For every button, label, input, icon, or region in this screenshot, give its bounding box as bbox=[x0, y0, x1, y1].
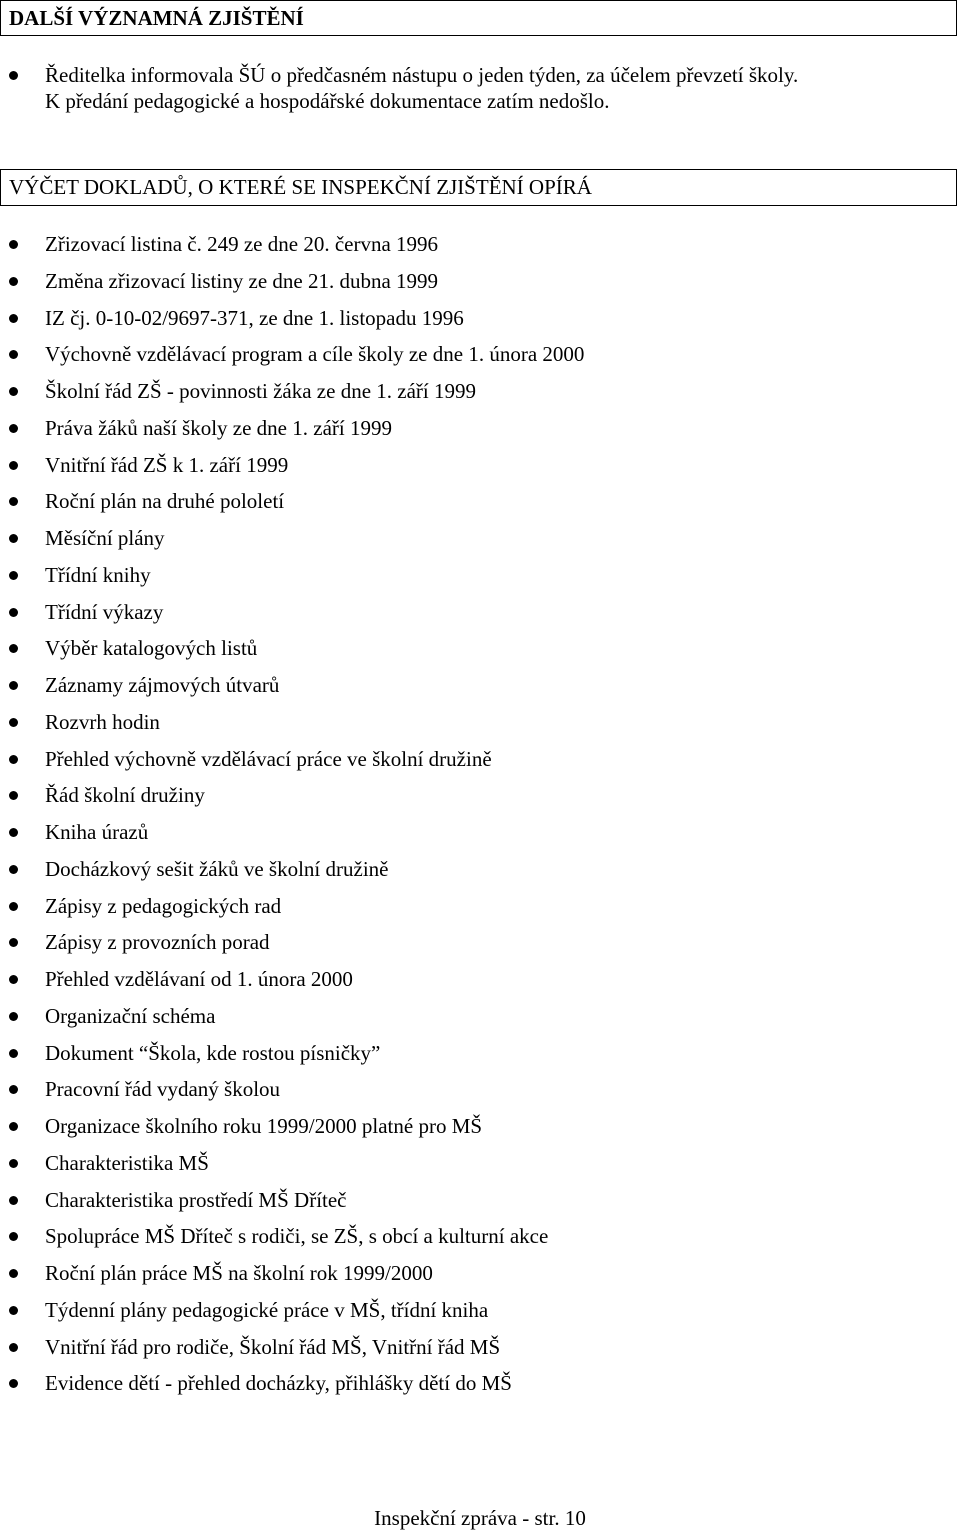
bullet-icon bbox=[9, 1122, 18, 1131]
list-item-text: Měsíční plány bbox=[45, 526, 165, 550]
bullet-icon bbox=[9, 608, 18, 617]
list-item-text: Kniha úrazů bbox=[45, 820, 149, 844]
bullet-icon bbox=[9, 534, 18, 543]
list-item bbox=[0, 562, 584, 602]
bullet-icon bbox=[9, 828, 18, 837]
bullet-icon bbox=[9, 718, 18, 727]
list-item-text: Roční plán práce MŠ na školní rok 1999/2000 bbox=[45, 1261, 433, 1285]
list-item-text: Přehled výchovně vzdělávací práce ve školní družině bbox=[45, 746, 492, 771]
bullet-icon bbox=[9, 387, 18, 396]
list-item-text: Evidence dětí - přehled docházky, přihlášky dětí do MŠ bbox=[45, 1371, 512, 1396]
list-item-text: Třídní výkazy bbox=[45, 599, 164, 624]
list-item-text: Organizační schéma bbox=[45, 1003, 216, 1028]
bullet-icon bbox=[9, 975, 18, 984]
bullet-icon bbox=[9, 1012, 18, 1021]
bullet-icon bbox=[9, 1159, 18, 1168]
bullet-icon bbox=[9, 755, 18, 764]
list-item bbox=[0, 344, 584, 381]
list-item bbox=[0, 638, 584, 675]
list-item bbox=[0, 1334, 584, 1374]
bullet-icon bbox=[9, 1379, 18, 1388]
list-item-text: Organizace školního roku 1999/2000 platné pro MŠ bbox=[45, 1114, 483, 1138]
bullet-icon bbox=[9, 902, 18, 911]
list-item bbox=[0, 415, 584, 455]
section-heading-documents bbox=[0, 169, 957, 206]
documents-list bbox=[0, 234, 584, 1410]
findings-list bbox=[0, 65, 798, 117]
list-item bbox=[0, 932, 584, 969]
list-item-text: Přehled vzdělávaní od 1. února 2000 bbox=[45, 967, 353, 991]
list-item bbox=[0, 305, 584, 345]
list-item-text: Zřizovací listina č. 249 ze dne 20. června 1996 bbox=[45, 232, 439, 256]
list-item-text: Roční plán na druhé pololetí bbox=[45, 489, 285, 514]
bullet-icon bbox=[9, 1085, 18, 1094]
bullet-icon bbox=[9, 424, 18, 433]
list-item bbox=[0, 1116, 584, 1153]
list-item-text: K předání pedagogické a hospodářské dokumentace zatím nedošlo. bbox=[45, 89, 610, 113]
bullet-icon bbox=[9, 1196, 18, 1205]
page-footer bbox=[0, 1508, 960, 1529]
list-item-text: Záznamy zájmových útvarů bbox=[45, 673, 280, 697]
list-item-text: Dokument “Škola, kde rostou písničky” bbox=[45, 1040, 381, 1065]
list-item-text: Výběr katalogových listů bbox=[45, 636, 258, 661]
list-item-text: Školní řád ZŠ - povinnosti žáka ze dne 1. září 1999 bbox=[45, 379, 476, 403]
bullet-icon bbox=[9, 644, 18, 653]
bullet-icon bbox=[9, 1049, 18, 1058]
bullet-icon bbox=[9, 1306, 18, 1315]
bullet-icon bbox=[9, 571, 18, 580]
list-item bbox=[0, 1150, 584, 1190]
bullet-icon bbox=[9, 277, 18, 286]
list-item bbox=[0, 1297, 584, 1337]
bullet-icon bbox=[9, 461, 18, 470]
bullet-icon bbox=[9, 314, 18, 323]
list-item-text: Zápisy z pedagogických rad bbox=[45, 893, 282, 918]
list-item bbox=[0, 969, 584, 1006]
list-item bbox=[0, 822, 584, 859]
page-number-text: Inspekční zpráva - str. 10 bbox=[374, 1506, 586, 1530]
list-item-text: IZ čj. 0-10-02/9697-371, ze dne 1. listopadu 1996 bbox=[45, 305, 464, 330]
bullet-icon bbox=[9, 497, 18, 506]
list-item bbox=[0, 785, 584, 822]
list-item bbox=[0, 381, 584, 418]
bullet-icon bbox=[9, 350, 18, 359]
list-item-text: Vnitřní řád ZŠ k 1. září 1999 bbox=[45, 452, 289, 477]
list-item bbox=[0, 491, 584, 528]
bullet-icon bbox=[9, 71, 18, 80]
bullet-icon bbox=[9, 1232, 18, 1241]
list-item bbox=[0, 65, 798, 91]
list-item bbox=[0, 1226, 584, 1263]
list-item-text: Změna zřizovací listiny ze dne 21. dubna 1999 bbox=[45, 268, 439, 293]
list-item bbox=[0, 1263, 584, 1300]
list-item bbox=[0, 599, 584, 639]
bullet-icon bbox=[9, 1269, 18, 1278]
section-heading-text: DALŠÍ VÝZNAMNÁ ZJIŠTĚNÍ bbox=[9, 5, 304, 30]
list-item-text: Vnitřní řád pro rodiče, Školní řád MŠ, Vnitřní řád MŠ bbox=[45, 1334, 501, 1359]
list-item bbox=[0, 1003, 584, 1043]
section-heading-text: VÝČET DOKLADŮ, O KTERÉ SE INSPEKČNÍ ZJIŠTĚNÍ OPÍRÁ bbox=[9, 175, 592, 199]
bullet-icon bbox=[9, 938, 18, 947]
list-item bbox=[0, 1373, 584, 1410]
bullet-icon bbox=[9, 240, 18, 249]
bullet-icon bbox=[9, 791, 18, 800]
list-item bbox=[0, 709, 584, 749]
list-item bbox=[0, 893, 584, 933]
bullet-icon bbox=[9, 865, 18, 874]
list-item bbox=[0, 675, 584, 712]
list-item-text: Rozvrh hodin bbox=[45, 709, 160, 734]
list-item bbox=[0, 452, 584, 492]
bullet-icon bbox=[9, 681, 18, 690]
list-item-text: Práva žáků naší školy ze dne 1. září 1999 bbox=[45, 415, 392, 440]
list-item-text: Charakteristika MŠ bbox=[45, 1150, 209, 1175]
bullet-icon bbox=[9, 1343, 18, 1352]
list-item-text: Ředitelka informovala ŠÚ o předčasném nástupu o jeden týden, za účelem převzetí školy. bbox=[45, 63, 799, 87]
list-item-text: Řád školní družiny bbox=[45, 783, 205, 808]
list-item-text: Zápisy z provozních porad bbox=[45, 930, 270, 955]
list-item bbox=[0, 234, 584, 271]
list-item bbox=[0, 856, 584, 896]
list-item-text: Třídní knihy bbox=[45, 562, 151, 587]
list-item bbox=[0, 1079, 584, 1116]
list-item bbox=[0, 746, 584, 786]
list-item-text: Pracovní řád vydaný školou bbox=[45, 1077, 281, 1102]
list-item bbox=[0, 91, 798, 117]
list-item bbox=[0, 528, 584, 565]
list-item bbox=[0, 1040, 584, 1080]
list-item bbox=[0, 268, 584, 308]
section-heading-further-findings bbox=[0, 0, 957, 36]
list-item-text: Týdenní plány pedagogické práce v MŠ, třídní kniha bbox=[45, 1297, 489, 1322]
list-item bbox=[0, 1187, 584, 1227]
list-item-text: Spolupráce MŠ Dříteč s rodiči, se ZŠ, s obcí a kulturní akce bbox=[45, 1224, 549, 1249]
list-item-text: Výchovně vzdělávací program a cíle školy ze dne 1. února 2000 bbox=[45, 342, 585, 367]
list-item-text: Charakteristika prostředí MŠ Dříteč bbox=[45, 1187, 347, 1212]
list-item-text: Docházkový sešit žáků ve školní družině bbox=[45, 856, 389, 881]
